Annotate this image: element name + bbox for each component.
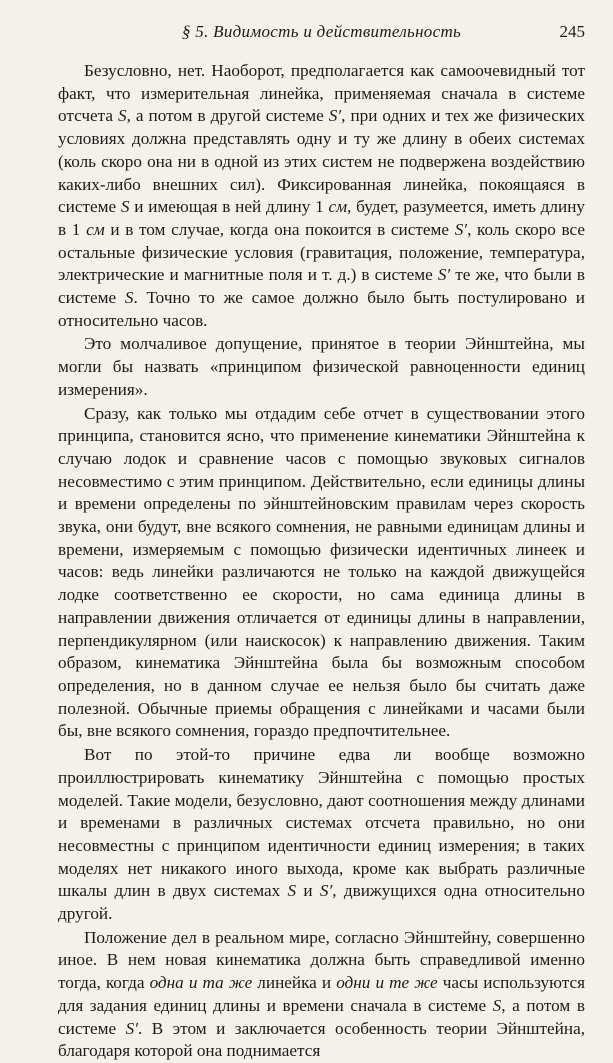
text-run: , коль скоро все остальные физические условия (гравитация, положение, температура, электрические и магнитные поля и т. д.) в системе <box>58 219 585 285</box>
text-run: и <box>296 881 320 901</box>
italic-text: S′ <box>319 881 333 901</box>
paragraph <box>58 333 585 401</box>
text-run: Положение дел в реальном мире, согласно Эйнштейну, совершенно иное. В нем новая кинематика должна быть справедливой именно тогда, когда <box>58 927 585 993</box>
italic-text: S <box>124 288 134 308</box>
text-run: часы используются для задания единиц длины и времени сначала в системе <box>58 973 585 1015</box>
italic-text: S′ <box>125 1018 138 1038</box>
text-run: и в том случае, когда она покоится в системе <box>104 219 455 239</box>
text-run: те же, что были в системе <box>58 265 585 308</box>
paragraph <box>58 927 585 1063</box>
italic-text: S <box>492 995 502 1015</box>
paragraph <box>58 60 585 332</box>
text-run: Безусловно, нет. Наоборот, предполагается как самоочевидный тот факт, что измерительная линейка, применяемая сначала в системе отсчета <box>58 61 585 126</box>
italic-text: см <box>328 197 348 217</box>
text-run: , движущихся одна относительно другой. <box>58 881 585 924</box>
text-run: и имеющая в ней длину 1 <box>129 197 329 217</box>
italic-text: S′ <box>454 219 468 239</box>
text-run: , будет, разумеется, иметь длину в 1 <box>58 197 585 239</box>
paragraph <box>58 403 585 744</box>
italic-text: одна и та же <box>149 973 253 993</box>
page-number: 245 <box>559 22 585 41</box>
text-run: . Точно то же самое должно было быть постулировано и относительно часов. <box>58 288 585 330</box>
running-head: § 5. Видимость и действительность <box>181 22 462 41</box>
text-run: . В этом и заключается особенность теории Эйнштейна, благодаря которой она поднимается <box>58 1018 585 1061</box>
text-run: , а потом в системе <box>58 995 585 1038</box>
page-body <box>58 60 585 1063</box>
text-run: Вот по этой-то причине едва ли вообще возможно проиллюстрировать кинематику Эйнштейна с помощью простых моделей. Такие модели, безусловно, дают соотношения между длинами и временами в различных системах отсчета правильно, но они несовместны с принципом идентичности единиц измерения; в таких моделях нет никакого иного выхода, кроме как выбрать различные шкалы длин в двух системах <box>58 745 585 901</box>
text-run: Это молчаливое допущение, принятое в теории Эйнштейна, мы могли бы назвать «принципом физической равноценности единиц измерения». <box>58 334 585 399</box>
text-run: линейка и <box>252 973 337 993</box>
italic-text: одни и те же <box>336 973 438 993</box>
text-run: , при одних и тех же физических условиях должна представлять одну и ту же длину в обеих системах (коль скоро она ни в одной из этих систем не подвержена воздействию каких-либо внешних сил). Фиксированная линейка, покоящаяся в системе <box>58 106 585 217</box>
italic-text: см <box>86 219 105 239</box>
page-header <box>58 22 585 60</box>
italic-text: S <box>120 197 130 217</box>
text-run: , а потом в другой системе <box>126 106 329 126</box>
italic-text: S <box>118 106 127 126</box>
italic-text: S <box>287 881 297 901</box>
paragraph <box>58 744 585 926</box>
italic-text: S′ <box>328 106 342 126</box>
italic-text: S′ <box>437 265 451 285</box>
text-run: Сразу, как только мы отдадим себе отчет в существовании этого принципа, становится ясно, что применение кинематики Эйнштейна к случаю лодок и сравнение часов с помощью звуковых сигналов несовместимо с этим принципом. Действительно, если единицы длины и времени определены по эйнштейновским правилам через скорость звука, они будут, вне всякого сомнения, не равными единицам длины и времени, измеряемым с помощью физически идентичных линеек и часов: ведь линейки различаются не только на каждой движущейся лодке соответственно ее скорости, но сама единица длины в направлении движения отличается от единицы длины в направлении, перпендикулярном (или наискосок) к направлению движения. Таким образом, кинематика Эйнштейна была бы возможным способом определения, но в данном случае ее нельзя было бы считать даже полезной. Обычные приемы обращения с линейками и часами были бы, вне всякого сомнения, гораздо предпочтительнее. <box>58 403 585 741</box>
